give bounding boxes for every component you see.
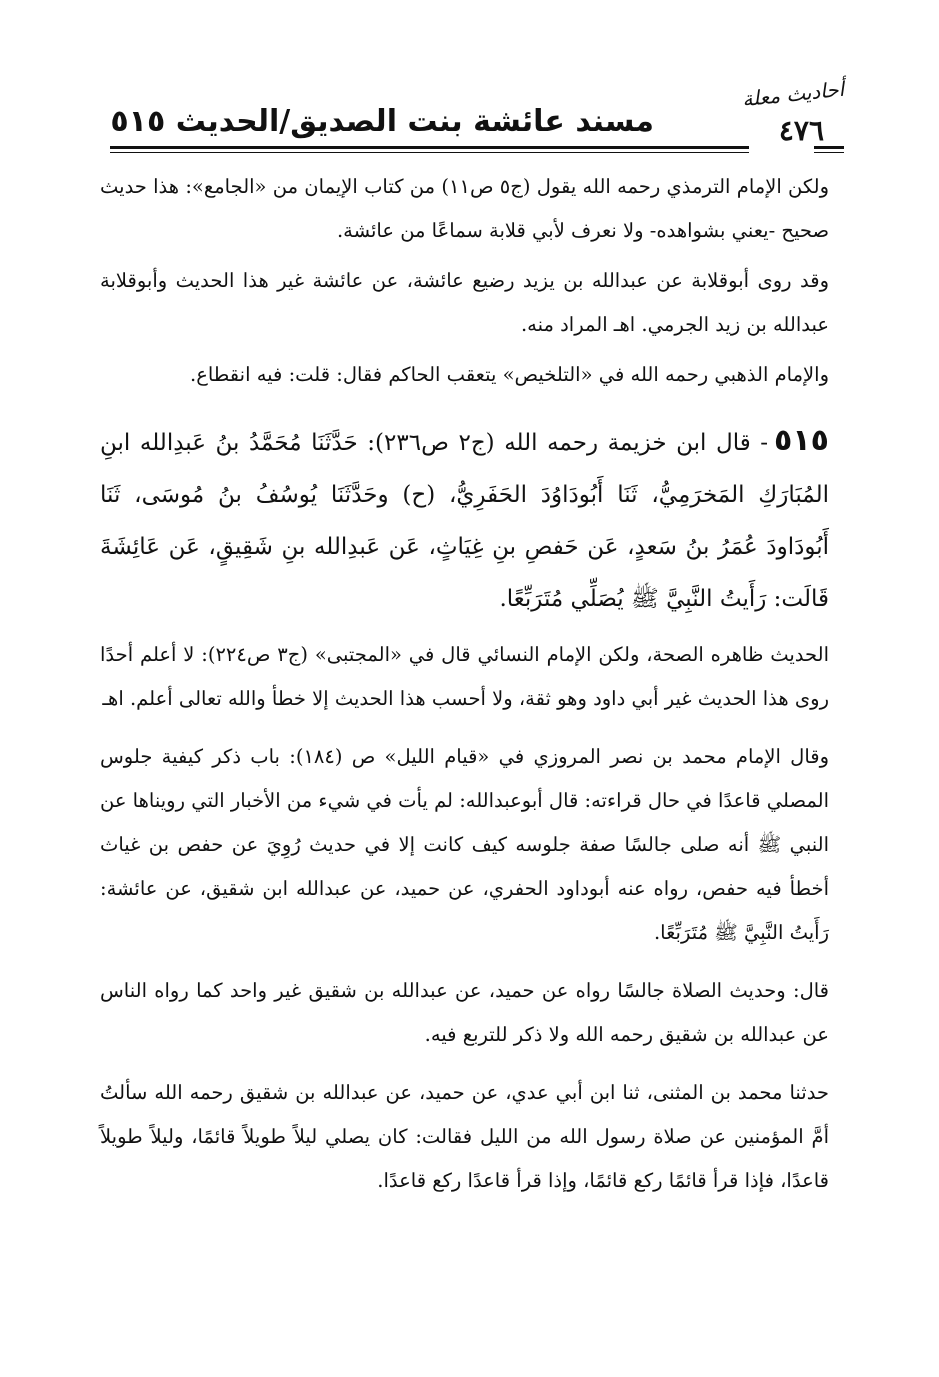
paragraph: ولكن الإمام الترمذي رحمه الله يقول (ج٥ ص١١) من كتاب الإيمان من «الجامع»: هذا حديث صحيح -يعني بشواهده- ولا نعرف لأبي قلابة سماعًا من عائشة. <box>100 175 829 242</box>
paragraph: والإمام الذهبي رحمه الله في «التلخيص» يتعقب الحاكم فقال: قلت: فيه انقطاع. <box>190 363 829 386</box>
commentary-paragraph: وقال الإمام محمد بن نصر المروزي في «قيام الليل» ص (١٨٤): باب ذكر كيفية جلوس المصلي قاعدًا في حال قراءته: قال أبوعبدالله: لم يأت في شيء من الأخبار التي رويناها عن النبي ﷺ أنه صلى جالسًا صفة جلوسه كيف كانت إلا في حديث رُوِيَ عن حفص بن غياث أخطأ فيه حفص، رواه عنه أبوداود الحفري، عن حميد، عن عبدالله ابن شقيق، عن عائشة: رَأَيتُ النَّبِيَّ ﷺ مُتَرَبِّعًا. <box>100 745 829 944</box>
commentary-paragraph: قال: وحديث الصلاة جالسًا رواه عن حميد، عن عبدالله بن شقيق غير واحد كما رواه الناس عن عبدالله بن شقيق رحمه الله ولا ذكر للتربع فيه. <box>100 979 829 1046</box>
page-header <box>110 70 844 160</box>
paragraph: وقد روى أبوقلابة عن عبدالله بن يزيد رضيع عائشة، عن عائشة غير هذا الحديث وأبوقلابة عبدالله بن زيد الجرمي. اهـ المراد منه. <box>100 269 829 336</box>
page-body <box>100 165 829 1209</box>
header-rule <box>110 146 749 153</box>
commentary-paragraph: حدثنا محمد بن المثنى، ثنا ابن أبي عدي، عن حميد، عن عبدالله بن شقيق رحمه الله سألتُ أمَّ المؤمنين عن صلاة رسول الله من الليل فقالت: كان يصلي ليلاً طويلاً قائمًا، وليلاً طويلاً قاعدًا، فإذا قرأ قائمًا ركع قائمًا، وإذا قرأ قاعدًا ركع قاعدًا. <box>100 1081 829 1192</box>
running-title: مسند عائشة بنت الصديق/الحديث ٥١٥ <box>110 104 654 139</box>
header-rule-short <box>814 146 844 153</box>
hadith-number: ٥١٥ <box>774 423 829 458</box>
hadith-text: - قال ابن خزيمة رحمه الله (ج٢ ص٢٣٦): حَدَّثَنَا مُحَمَّدُ بنُ عَبدِالله ابنِ المُبَارَكِ المَخرَمِيُّ، ثَنَا أَبُودَاوُدَ الحَفَرِيُّ، (ح) وحَدَّثَنَا يُوسُفُ بنُ مُوسَى، ثَنَا أَبُودَاودَ عُمَرُ بنُ سَعدٍ، عَن حَفصِ بنِ غِيَاثٍ، عَن عَبدِالله بنِ شَقِيقٍ، عَن عَائِشَةَ قَالَت: رَأَيتُ النَّبِيَّ ﷺ يُصَلِّي مُتَرَبِّعًا. <box>100 430 829 612</box>
handwritten-note: أحاديث معلة <box>740 76 845 112</box>
commentary-paragraph: الحديث ظاهره الصحة، ولكن الإمام النسائي قال في «المجتبى» (ج٣ ص٢٢٤): لا أعلم أحدًا روى هذا الحديث غير أبي داود وهو ثقة، ولا أحسب هذا الحديث إلا خطأ والله تعالى أعلم. اهـ <box>100 643 829 710</box>
hadith-block <box>100 415 829 625</box>
page-number: ٤٧٦ <box>778 114 824 147</box>
